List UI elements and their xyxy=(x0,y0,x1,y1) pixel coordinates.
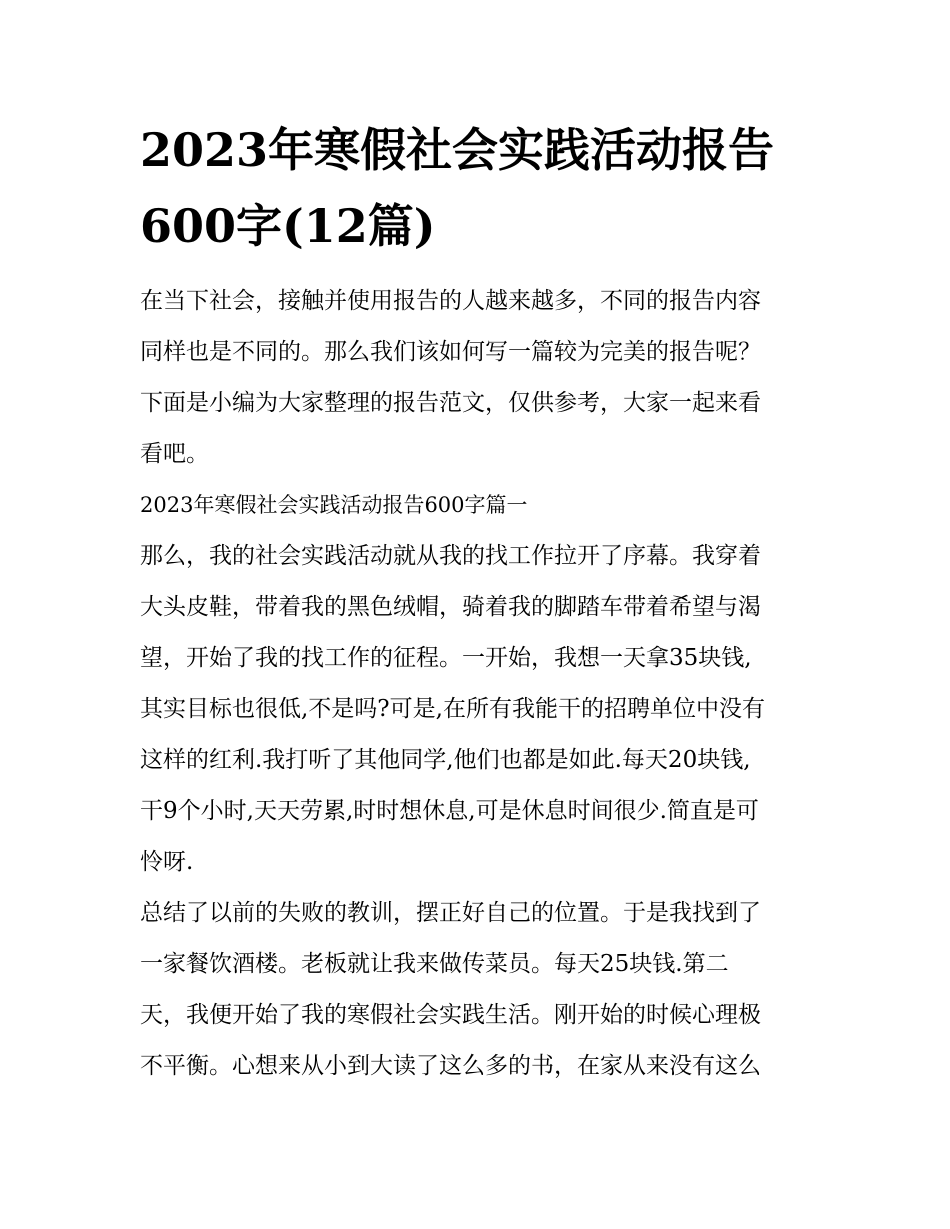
section-heading: 2023年寒假社会实践活动报告600字篇一 xyxy=(140,493,528,517)
paragraph-line: 大头皮鞋，带着我的黑色绒帽，骑着我的脚踏车带着希望与渴 xyxy=(140,594,761,620)
title-line-1: 2023年寒假社会实践活动报告 xyxy=(140,123,775,177)
paragraph-line: 天，我便开始了我的寒假社会实践生活。刚开始的时候心理极 xyxy=(140,1002,761,1028)
paragraph-line: 其实目标也很低,不是吗?可是,在所有我能干的招聘单位中没有 xyxy=(140,696,765,722)
paragraph-line: 这样的红利.我打听了其他同学,他们也都是如此.每天20块钱, xyxy=(140,747,751,773)
paragraph-line: 怜呀. xyxy=(140,849,194,875)
title-line-2: 600字(12篇) xyxy=(140,199,436,253)
paragraph-line: 干9个小时,天天劳累,时时想休息,可是休息时间很少.简直是可 xyxy=(140,798,759,824)
paragraph-2 xyxy=(140,888,820,1092)
intro-line: 在当下社会，接触并使用报告的人越来越多，不同的报告内容 xyxy=(140,288,761,314)
intro-line: 下面是小编为大家整理的报告范文，仅供参考，大家一起来看 xyxy=(140,390,761,416)
paragraph-line: 总结了以前的失败的教训，摆正好自己的位置。于是我找到了 xyxy=(140,900,761,926)
document-title xyxy=(140,112,820,264)
document-body xyxy=(140,276,820,1092)
paragraph-line: 望，开始了我的找工作的征程。一开始，我想一天拿35块钱, xyxy=(140,645,752,671)
paragraph-line: 不平衡。心想来从小到大读了这么多的书，在家从来没有这么 xyxy=(140,1053,761,1079)
intro-paragraph xyxy=(140,276,820,480)
paragraph-1 xyxy=(140,531,820,888)
paragraph-line: 一家餐饮酒楼。老板就让我来做传菜员。每天25块钱.第二 xyxy=(140,951,729,977)
paragraph-line: 那么，我的社会实践活动就从我的找工作拉开了序幕。我穿着 xyxy=(140,543,761,569)
intro-line: 看吧。 xyxy=(140,441,209,467)
intro-line: 同样也是不同的。那么我们该如何写一篇较为完美的报告呢？ xyxy=(140,339,761,365)
